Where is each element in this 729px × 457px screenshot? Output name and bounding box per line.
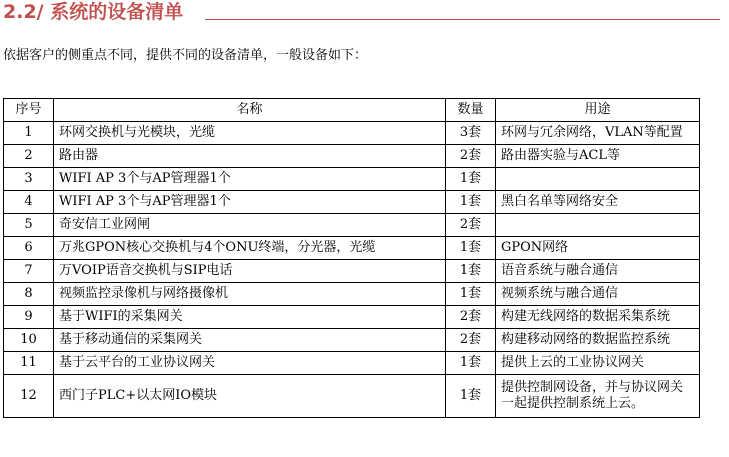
table-row xyxy=(4,375,700,418)
cell-seq: 10 xyxy=(4,329,54,352)
cell-seq: 7 xyxy=(4,260,54,283)
cell-qty: 1套 xyxy=(446,283,496,306)
cell-name: 基于WIFI的采集网关 xyxy=(54,306,446,329)
table-row xyxy=(4,260,700,283)
cell-use xyxy=(496,214,700,237)
cell-name: 基于云平台的工业协议网关 xyxy=(54,352,446,375)
table-row xyxy=(4,329,700,352)
table-row xyxy=(4,306,700,329)
cell-seq: 11 xyxy=(4,352,54,375)
table-row xyxy=(4,122,700,145)
cell-use: 构建移动网络的数据监控系统 xyxy=(496,329,700,352)
cell-seq: 8 xyxy=(4,283,54,306)
cell-use: 构建无线网络的数据采集系统 xyxy=(496,306,700,329)
cell-use: 提供控制网设备，并与协议网关一起提供控制系统上云。 xyxy=(496,375,700,418)
header-seq: 序号 xyxy=(4,99,54,122)
cell-qty: 2套 xyxy=(446,329,496,352)
section-title: 2.2/ 系统的设备清单 xyxy=(3,1,184,23)
cell-name: 路由器 xyxy=(54,145,446,168)
cell-seq: 5 xyxy=(4,214,54,237)
header-use: 用途 xyxy=(496,99,700,122)
cell-qty: 1套 xyxy=(446,375,496,418)
table-row xyxy=(4,352,700,375)
cell-seq: 2 xyxy=(4,145,54,168)
cell-name: WIFI AP 3个与AP管理器1个 xyxy=(54,168,446,191)
table-row xyxy=(4,214,700,237)
cell-qty: 3套 xyxy=(446,122,496,145)
equipment-table xyxy=(3,98,700,418)
cell-use: 语音系统与融合通信 xyxy=(496,260,700,283)
cell-name: 奇安信工业网闸 xyxy=(54,214,446,237)
cell-name: 基于移动通信的采集网关 xyxy=(54,329,446,352)
cell-name: WIFI AP 3个与AP管理器1个 xyxy=(54,191,446,214)
table-row xyxy=(4,191,700,214)
header-qty: 数量 xyxy=(446,99,496,122)
table-header-row xyxy=(4,99,700,122)
cell-seq: 1 xyxy=(4,122,54,145)
table-row xyxy=(4,237,700,260)
cell-seq: 9 xyxy=(4,306,54,329)
cell-use xyxy=(496,168,700,191)
table-row xyxy=(4,145,700,168)
cell-use: GPON网络 xyxy=(496,237,700,260)
cell-qty: 1套 xyxy=(446,168,496,191)
cell-qty: 1套 xyxy=(446,352,496,375)
table-row xyxy=(4,168,700,191)
cell-use: 环网与冗余网络，VLAN等配置 xyxy=(496,122,700,145)
table-row xyxy=(4,283,700,306)
cell-seq: 6 xyxy=(4,237,54,260)
header-name: 名称 xyxy=(54,99,446,122)
cell-qty: 2套 xyxy=(446,214,496,237)
cell-name: 万VOIP语音交换机与SIP电话 xyxy=(54,260,446,283)
cell-seq: 4 xyxy=(4,191,54,214)
cell-qty: 1套 xyxy=(446,237,496,260)
cell-use: 提供上云的工业协议网关 xyxy=(496,352,700,375)
section-title-underline xyxy=(205,19,720,20)
cell-use: 路由器实验与ACL等 xyxy=(496,145,700,168)
intro-paragraph: 依据客户的侧重点不同，提供不同的设备清单，一般设备如下： xyxy=(3,48,368,63)
cell-qty: 2套 xyxy=(446,306,496,329)
cell-name: 万兆GPON核心交换机与4个ONU终端，分光器，光缆 xyxy=(54,237,446,260)
cell-name: 西门子PLC+以太网IO模块 xyxy=(54,375,446,418)
cell-seq: 3 xyxy=(4,168,54,191)
cell-use: 视频系统与融合通信 xyxy=(496,283,700,306)
cell-qty: 1套 xyxy=(446,191,496,214)
cell-use: 黑白名单等网络安全 xyxy=(496,191,700,214)
cell-name: 环网交换机与光模块，光缆 xyxy=(54,122,446,145)
cell-name: 视频监控录像机与网络摄像机 xyxy=(54,283,446,306)
cell-qty: 1套 xyxy=(446,260,496,283)
cell-qty: 2套 xyxy=(446,145,496,168)
cell-seq: 12 xyxy=(4,375,54,418)
